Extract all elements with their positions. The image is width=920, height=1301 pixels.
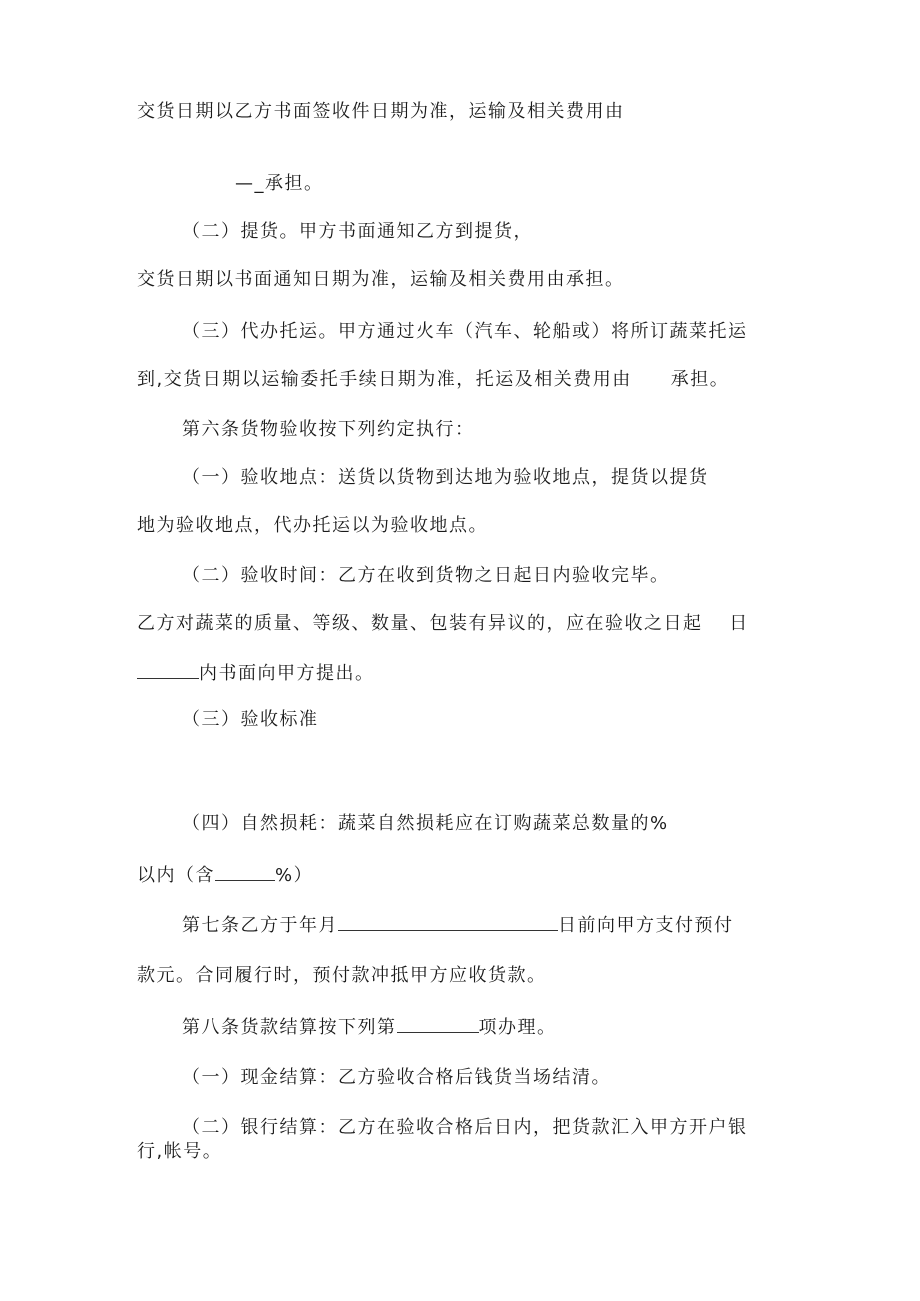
- text-line-3: （二）提货。甲方书面通知乙方到提货，: [182, 221, 533, 242]
- text-line-11: 乙方对蔬菜的质量、等级、数量、包装有异议的，应在验收之日起 日: [137, 613, 749, 634]
- blank-underline: [137, 660, 199, 679]
- text-line-6: 到,交货日期以运输委托手续日期为准，托运及相关费用由 承担。: [137, 369, 730, 390]
- text-line-7: 第六条货物验收按下列约定执行：: [182, 419, 475, 440]
- text-line-18-a: 第八条货款结算按下列第: [182, 1017, 397, 1038]
- text-line-13: （三）验收标准: [182, 709, 319, 730]
- text-line-21: 行,帐号。: [137, 1141, 223, 1162]
- text-line-9: 地为验收地点，代办托运以为验收地点。: [137, 515, 488, 536]
- text-line-15-b: %）: [275, 865, 314, 886]
- text-line-15-a: 以内（含: [137, 865, 215, 886]
- text-line-12-text: 内书面向甲方提出。: [199, 663, 375, 684]
- text-line-1: 交货日期以乙方书面签收件日期为准，运输及相关费用由: [137, 101, 625, 122]
- text-line-16-b: 日前向甲方支付预付: [558, 915, 734, 936]
- text-line-10: （二）验收时间：乙方在收到货物之日起日内验收完毕。: [182, 565, 670, 586]
- text-line-8: （一）验收地点：送货以货物到达地为验收地点，提货以提货: [182, 467, 709, 488]
- text-line-15: [137, 862, 313, 888]
- text-line-2: —_承担。: [235, 173, 324, 194]
- text-line-17: 款元。合同履行时，预付款冲抵甲方应收货款。: [137, 965, 547, 986]
- text-line-18-b: 项办理。: [478, 1017, 557, 1038]
- text-line-18: [182, 1014, 557, 1040]
- blank-underline: [397, 1014, 479, 1033]
- blank-underline: [338, 912, 558, 931]
- text-line-5: （三）代办托运。甲方通过火车（汽车、轮船或）将所订蔬菜托运: [182, 321, 748, 342]
- text-line-16-a: 第七条乙方于年月: [182, 915, 338, 936]
- text-line-19: （一）现金结算：乙方验收合格后钱货当场结清。: [182, 1067, 611, 1088]
- text-line-16: [182, 912, 734, 938]
- text-line-12: [137, 660, 375, 686]
- text-line-20: （二）银行结算：乙方在验收合格后日内，把货款汇入甲方开户银: [182, 1117, 748, 1138]
- text-line-14: （四）自然损耗：蔬菜自然损耗应在订购蔬菜总数量的%: [182, 813, 669, 834]
- text-line-4: 交货日期以书面通知日期为准，运输及相关费用由承担。: [137, 269, 625, 290]
- blank-underline: [215, 862, 275, 881]
